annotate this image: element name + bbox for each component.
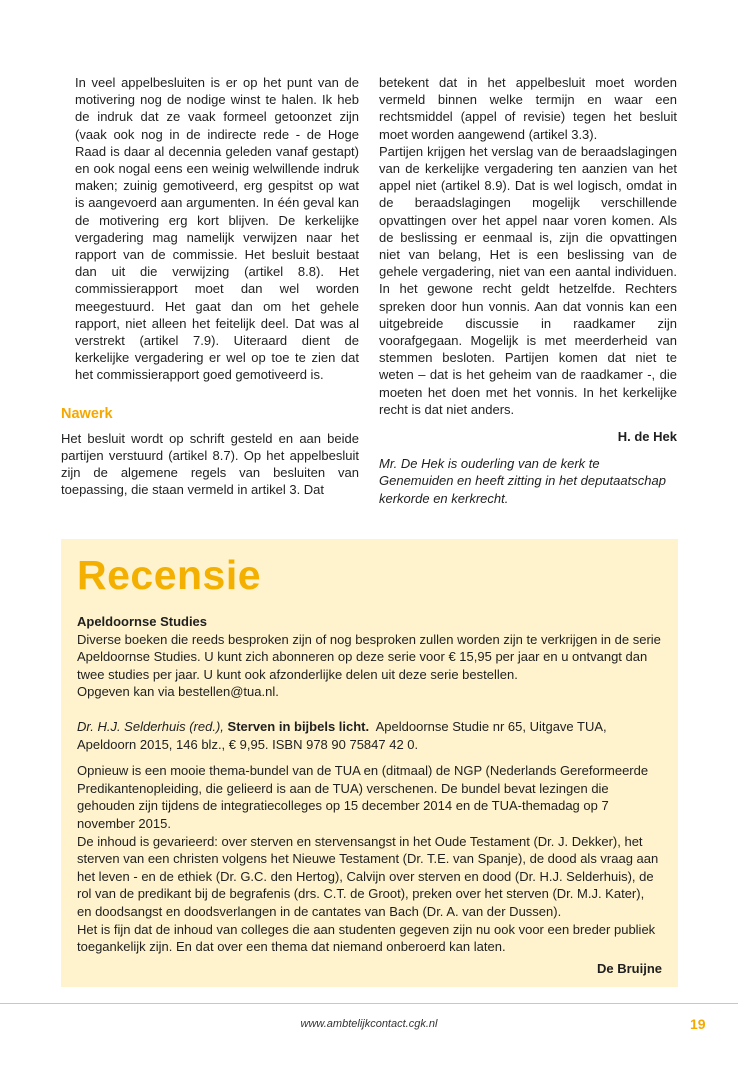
author-signature: H. de Hek: [617, 429, 677, 445]
review-paragraph-2: De inhoud is gevarieerd: over sterven en stervensangst in het Oude Testament (Dr. J. Dekker), het sterven van een christen volgens het Nieuwe Testament (Dr. T.E. van Spanje), de dood als vraag aan het leven - en de ethiek (Dr. G.C. den Hertog), Calvijn over sterven en dood (Dr. H.J. Selderhuis), de rol van de predikant bij de begrafenis (drs. C.T. de Groot), preken over het sterven (Dr. M.J. Kater), en doodsangst en doodsverlangen in de cantates van Bach (Dr. A. van der Dussen).: [77, 833, 659, 919]
right-paragraph-2: Partijen krijgen het verslag van de beraadslagingen van de kerkelijke vergadering ten aanzien van het appel niet (artikel 8.9). Dat is wel logisch, omdat in de beraadslagingen mogelijk verschillende opvattingen over het appel naar voren komen. Als de beslissing er eenmaal is, zijn die opvattingen niet van belang, Het is een beslissing van de gehele vergadering, niet van een aantal individuen. In het gewone recht geldt hetzelfde. Rechters spreken door hun vonnis. Aan dat vonnis kan een uitgebreide discussie in raadkamer zijn voorafgegaan. Mogelijk is met meerderheid van stemmen besloten. Partijen komen dat niet te weten – dat is het geheim van de raadkamer -, die moeten het doen met het vonnis. In het kerkelijke recht is dat niet anders.: [379, 143, 677, 417]
footer-divider: [0, 1003, 738, 1004]
left-paragraph-2: Het besluit wordt op schrift gesteld en aan beide partijen verstuurd (artikel 8.7). Op het appelbesluit zijn de algemene regels van besluiten van toepassing, die staan vermeld in artikel 3. Dat: [61, 430, 359, 498]
page-number: 19: [690, 1016, 706, 1032]
left-paragraph-1: In veel appelbesluiten is er op het punt van de motivering nog de nodige winst te halen. Ik heb de indruk dat ze vaak formeel getoonzet zijn (vaak ook nog in de indirecte rede - de Hoge Raad is daar al decennia geleden vanaf gestapt) en ook nogal eens een weinig welwillende indruk maken; zuinig gemotiveerd, erg gespitst op wat is aangevoerd aan argumenten. In één geval kan de motivering erg kort blijven. De kerkelijke vergadering mag namelijk verwijzen naar het rapport van de commissie. Het besluit bestaat dan uit die verwijzing (artikel 8.8). Het commissierapport moet dan wel worden meegestuurd. Het gaat dan om het gehele rapport, niet alleen het feitelijk deel. Dat was al verstrekt (artikel 7.9). Uiteraard dient de kerkelijke vergadering er wel op toe te zien dat het commissierapport goed gemotiveerd is.: [75, 75, 359, 383]
citation-author: Dr. H.J. Selderhuis (red.),: [77, 718, 224, 734]
review-paragraph-3: Het is fijn dat de inhoud van colleges die aan studenten gegeven zijn nu ook voor een breder publiek toegankelijk zijn. En dat over een thema dat niemand onberoerd kan laten.: [77, 921, 656, 955]
series-heading: Apeldoornse Studies: [77, 614, 208, 629]
series-text: Diverse boeken die reeds besproken zijn of nog besproken zullen worden zijn te verkrijgen in de serie Apeldoornse Studies. U kunt zich abonneren op deze serie voor € 15,95 per jaar en u ontvangt dan twee studies per jaar. U kunt ook afzonderlijke delen uit deze serie bestellen.: [77, 631, 661, 682]
citation-details: Apeldoornse Studie nr 65, Uitgave TUA, Apeldoorn 2015, 146 blz., € 9,95. ISBN 978 90 75847 42 0.: [77, 718, 607, 752]
review-signature: De Bruijne: [596, 960, 662, 976]
author-bio: Mr. De Hek is ouderling van de kerk te Genemuiden en heeft zitting in het deputaatschap kerkorde en kerkrecht.: [379, 456, 666, 506]
subheading-nawerk: Nawerk: [61, 405, 113, 422]
left-column: [61, 74, 359, 499]
footer-url[interactable]: www.ambtelijkcontact.cgk.nl: [300, 1018, 438, 1030]
right-paragraph-1: betekent dat in het appelbesluit moet worden vermeld binnen welke termijn en waar een rechtsmiddel (appel of revisie) tegen het besluit moet worden aangewend (artikel 3.3).: [379, 75, 677, 142]
book-citation: [77, 718, 662, 753]
right-column: [379, 74, 677, 507]
review-box: [61, 539, 678, 987]
review-title: Recensie: [77, 552, 262, 598]
review-paragraph-1: Opnieuw is een mooie thema-bundel van de TUA en (ditmaal) de NGP (Nederlands Gereformeerde Predikantenopleiding, die gelieerd is aan de TUA) verschenen. De bundel bevat lezingen die gehouden zijn tijdens de integratiecolleges op 15 december 2014 en de TUA-themadag op 7 november 2015.: [77, 763, 649, 831]
order-text: Opgeven kan via bestellen@tua.nl.: [77, 684, 279, 700]
citation-title: Sterven in bijbels licht.: [227, 718, 370, 734]
